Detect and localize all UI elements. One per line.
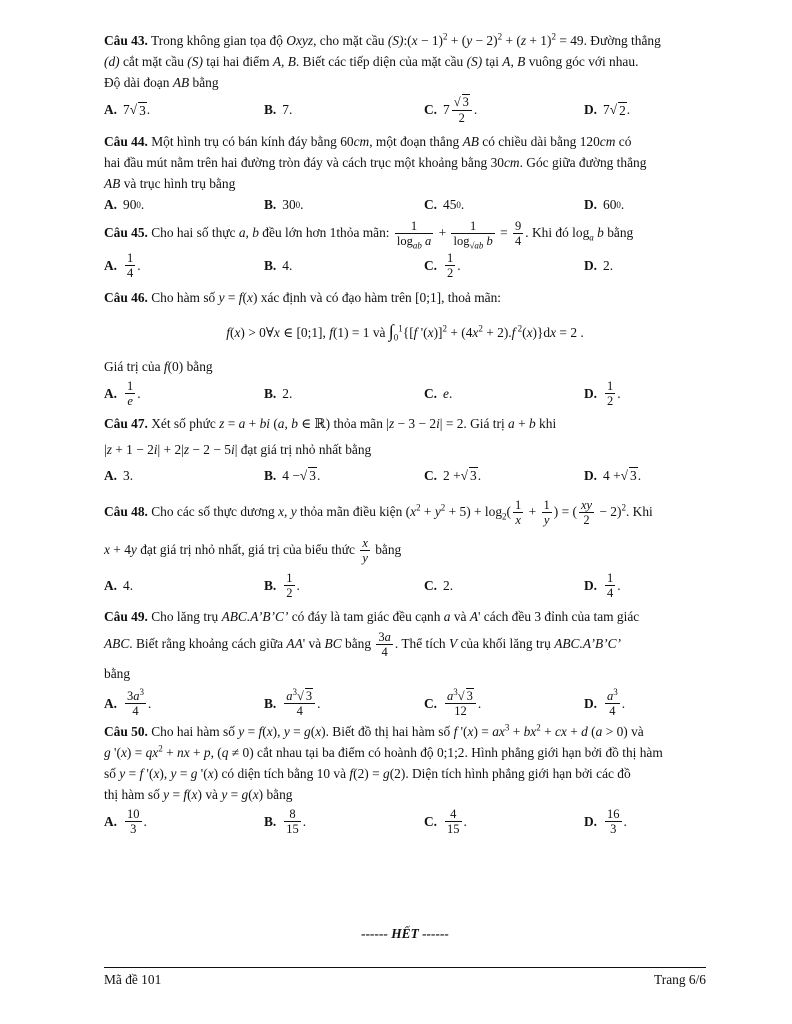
choice-c[interactable]: C. $\frac{1}{2}$ . — [424, 250, 461, 281]
choice-d[interactable]: D. $\frac{1}{2}$ . — [584, 378, 621, 409]
answers-50 — [104, 807, 706, 837]
question-label: Câu 47. — [104, 415, 148, 431]
page-footer — [104, 967, 706, 988]
question-label: Câu 43. — [104, 33, 148, 48]
question-label: Câu 50. — [104, 723, 148, 739]
question-47: Câu 47. Xét số phức z = a + bi (a, b ∈ ℝ) thỏa mãn |z − 3 − 2i| = 2. Giá trị a + b khi |z + 1 − 2i| + 2|z − 2 − 5i| đạt giá trị nhỏ nhất bằng — [104, 415, 557, 457]
choice-c[interactable]: C. $\frac{4}{15}$ . — [424, 806, 467, 837]
question-label: Câu 48. — [104, 503, 148, 519]
choice-b[interactable]: B. 4 − √ 3 . — [264, 467, 321, 484]
choice-a[interactable]: A. $\frac{1}{e}$ . — [104, 378, 141, 409]
choice-d[interactable]: D. 2. — [584, 257, 614, 273]
question-44: Câu 44. Một hình trụ có bán kính đáy bằng 60cm, một đoạn thẳng AB có chiều dài bằng 120cm có hai đầu mút nằm trên hai đường tròn đáy và cách trục một khoảng bằng 30cm. Góc giữa đường thẳng AB và trục hình trụ bằng — [104, 134, 647, 191]
exam-page: Câu 43. Trong không gian tọa độ Oxyz, cho mặt cầu (S):(x − $1)^2 + (y - 2)^2 + (z + 1)^2 = 49$. Đường thẳng (d) cắt mặt cầu (S) tại hai điểm A, B. Biết các tiếp diện của mặt cầu (S) tại A, B vuông góc với nhau. Độ dài đoạn AB bằng A. 7 √ 3 . B. 7. C. 7 $\frac{√ 3}{2}$ . D. 7 √ 2 . Câu 44. Một hình trụ có bán kính đáy bằng 60cm, một đoạn thẳng AB có chiều dài bằng 120cm có hai đầu mút nằm trên hai đường tròn đáy và cách trục một khoảng bằng 30cm. Góc giữa đường thẳng AB và trục hình trụ bằng A. 90 0 . B. 30 0 . C. 45 0 . D. 60 0 . Câu 45. Cho hai số thực a, b đều lớn hơn 1thỏa mãn: $\frac{1}{\log_{ab} a}$ + $\frac{1}{\log_{√ab} b}$ = $\frac{9}{4}$ . Khi đó $\log_a b$ bằng A. $\frac{1}{4}$ . B. 4. C. $\frac{1}{2}$ . D. 2. Câu 46. Cho hàm số y = f(x) xác định và có đạo hàm trên [0;1], thoả mãn: f(x) > 0∀x ∈ [0;1], f(1) = 1 và $\int_0^1\{[f$ '$(x)]^2 + (4x^2 + 2).f$ $^2$(x)}dx = 2 . Giá trị của f(0) bằng A. $\frac{1}{e}$ . B. 2. C. e . D. $\frac{1}{2}$ . Câu 47. Xét số phức z = a + bi (a, b ∈ ℝ) thỏa mãn |z − 3 − 2i| = 2. Giá trị a + b khi |z + 1 − 2i| + 2|z − 2 − 5i| đạt giá trị nhỏ nhất bằng A. 3. B. 4 − √ 3 . C. 2 + √ 3 . D. 4 + √ 3 . Câu 48. Cho các số thực dương x, y thỏa mãn điều kiện $(x^2 + y^2 + 5) + \log_2$( $\frac{1}{x}$ + $\frac{1}{y}$ ) = ( $\frac{xy}{2}$ − 2)$^2$. Khi x + 4y đạt giá trị nhỏ nhất, giá trị của biểu thức $\frac{x}{y}$ bằng A. 4. B. $\frac{1}{2}$ . C. 2. D. $\frac{1}{4}$ . Câu 49. Cho lăng trụ ABC.A’B’C’ có đáy là tam giác đều cạnh a và A' cách đều 3 đỉnh của tam giác ABC. Biết rằng khoảng cách giữa AA' và BC bằng $\frac{3a}{4}$ . Thể tích V của khối lăng trụ ABC.A’B’C’ bằng A. $\frac{3a^3}{4}$ . B. $\frac{a^3√ 3}{4}$ . C. $\frac{a^3√ 3}{12}$ . D. $\frac{a^3}{4}$ . Câu 50. Cho hai hàm số y = f(x), y = g(x). Biết đồ thị hai hàm số f '$(x) = ax^3 + bx^2$ + cx + d (a > 0) và g '$(x) = qx^2$ + nx + p, (q ≠ 0) cắt nhau tại ba điểm có hoành độ 0;1;2. Hình phẳng giới hạn bởi đồ thị hàm số y = f '(x), y = g '(x) có diện tích bằng 10 và f(2) = g(2). Diện tích hình phẳng giới hạn bởi các đồ thị hàm số y = f(x) và y = g(x) bằng A. $\frac{10}{3}$ . B. $\frac{8}{15}$ . C. $\frac{4}{15}$ . D. $\frac{16}{3}$ . ------ HẾT ------ — [104, 30, 706, 839]
choice-d[interactable]: D. 7 √ 2 . — [584, 102, 631, 118]
choice-b[interactable]: B. 7. — [264, 102, 293, 117]
choice-a[interactable]: A. $\frac{10}{3}$ . — [104, 806, 147, 837]
choice-a[interactable]: A. 7 √ 3 . — [104, 102, 151, 118]
question-label: Câu 44. — [104, 134, 148, 149]
choice-d[interactable]: D. 60 0 . — [584, 197, 625, 212]
question-48: Câu 48. Cho các số thực dương x, y thỏa mãn điều kiện $(x^2 + y^2 + 5) + \log_2$( $\frac{1}{x}$ + $\frac{1}{y}$ ) = ( $\frac{xy}{2}$ − 2)$^2$. Khi x + 4y đạt giá trị nhỏ nhất, giá trị của biểu thức $\frac{x}{y}$ bằng — [104, 497, 653, 566]
choice-a[interactable]: A. 90 0 . — [104, 197, 145, 212]
choice-c[interactable]: C. $\frac{a^3√ 3}{12}$ . — [424, 686, 482, 719]
choice-c[interactable]: C. e . — [424, 385, 453, 401]
choice-b[interactable]: B. 2. — [264, 385, 293, 401]
question-46-condition: f(x) > 0∀x ∈ [0;1], f(1) = 1 và $\int_0^1\{[f$ '$(x)]^2 + (4x^2 + 2).f$ $^2$(x)}dx = 2 . — [226, 320, 584, 343]
question-label: Câu 49. — [104, 608, 148, 624]
choice-c[interactable]: C. 7 $\frac{√ 3}{2}$ . — [424, 95, 478, 125]
page-number: Trang 6/6 — [654, 972, 706, 987]
choice-d[interactable]: D. $\frac{16}{3}$ . — [584, 806, 627, 837]
answers-45 — [104, 251, 706, 281]
answers-48 — [104, 571, 706, 601]
choice-a[interactable]: A. 4. — [104, 577, 134, 593]
choice-c[interactable]: C. 45 0 . — [424, 197, 465, 212]
choice-b[interactable]: B. $\frac{a^3√ 3}{4}$ . — [264, 686, 321, 719]
question-46: Câu 46. Cho hàm số y = f(x) xác định và có đạo hàm trên [0;1], thoả mãn: — [104, 289, 501, 305]
exam-code: Mã đề 101 — [104, 972, 162, 987]
choice-b[interactable]: B. 4. — [264, 257, 293, 273]
choice-b[interactable]: B. 30 0 . — [264, 197, 304, 212]
choice-d[interactable]: D. $\frac{1}{4}$ . — [584, 570, 621, 601]
question-50: Câu 50. Cho hai hàm số y = f(x), y = g(x). Biết đồ thị hai hàm số f '$(x) = ax^3 + bx^2$ + cx + d (a > 0) và g '$(x) = qx^2$ + nx + p, (q ≠ 0) cắt nhau tại ba điểm có hoành độ 0;1;2. Hình phẳng giới hạn bởi đồ thị hàm số y = f '(x), y = g '(x) có diện tích bằng 10 và f(2) = g(2). Diện tích hình phẳng giới hạn bởi các đồ thị hàm số y = f(x) và y = g(x) bằng — [104, 722, 663, 802]
choice-c[interactable]: C. 2 + √ 3 . — [424, 467, 482, 484]
answers-44 — [104, 194, 706, 216]
choice-a[interactable]: A. 3. — [104, 467, 134, 483]
answers-43 — [104, 95, 706, 125]
answers-49 — [104, 686, 706, 719]
choice-b[interactable]: B. $\frac{1}{2}$ . — [264, 570, 300, 601]
question-label: Câu 45. — [104, 225, 148, 240]
choice-c[interactable]: C. 2. — [424, 577, 454, 593]
question-label: Câu 46. — [104, 289, 148, 305]
question-45: Câu 45. Cho hai số thực a, b đều lớn hơn 1thỏa mãn: $\frac{1}{\log_{ab} a}$ + $\frac{1}{\log_{√ab} b}$ = $\frac{9}{4}$ . Khi đó $\log_a b$ bằng — [104, 218, 634, 251]
question-43: Câu 43. Trong không gian tọa độ Oxyz, cho mặt cầu (S):(x − $1)^2 + (y - 2)^2 + (z + 1)^2 = 49$. Đường thẳng (d) cắt mặt cầu (S) tại hai điểm A, B. Biết các tiếp diện của mặt cầu (S) tại A, B vuông góc với nhau. Độ dài đoạn AB bằng — [104, 31, 661, 90]
choice-b[interactable]: B. $\frac{8}{15}$ . — [264, 806, 307, 837]
answers-46 — [104, 379, 706, 409]
choice-d[interactable]: D. 4 + √ 3 . — [584, 467, 642, 484]
choice-d[interactable]: D. $\frac{a^3}{4}$ . — [584, 686, 626, 719]
answers-47 — [104, 465, 706, 487]
choice-a[interactable]: A. $\frac{1}{4}$ . — [104, 250, 141, 281]
question-49: Câu 49. Cho lăng trụ ABC.A’B’C’ có đáy là tam giác đều cạnh a và A' cách đều 3 đỉnh của tam giác ABC. Biết rằng khoảng cách giữa AA' và BC bằng $\frac{3a}{4}$ . Thể tích V của khối lăng trụ ABC.A’B’C’ bằng — [104, 608, 640, 681]
end-marker: ------ HẾT ------ — [361, 926, 449, 941]
choice-a[interactable]: A. $\frac{3a^3}{4}$ . — [104, 686, 152, 719]
